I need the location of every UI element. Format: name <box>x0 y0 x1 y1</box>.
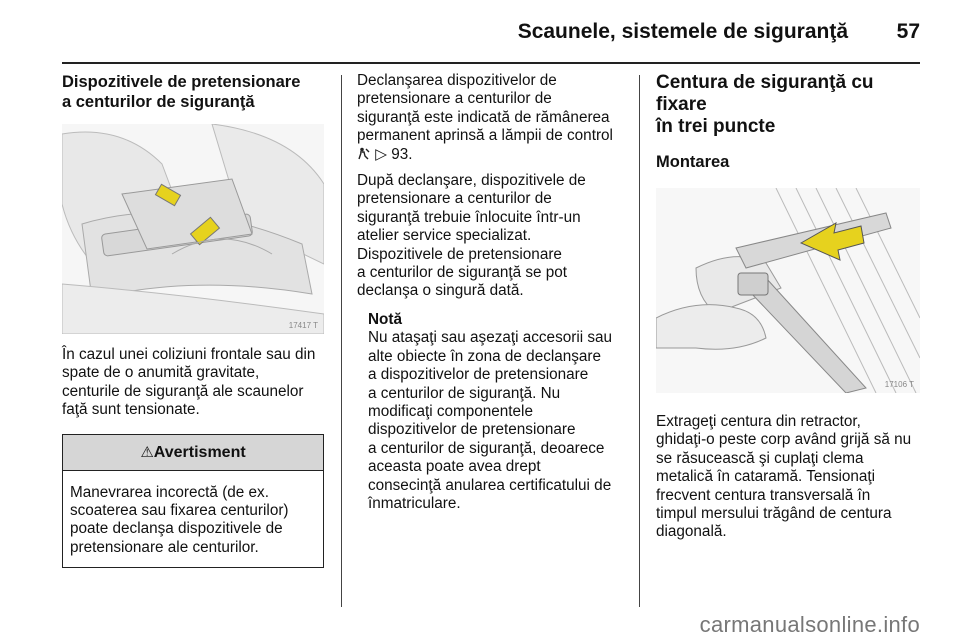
column-1 <box>62 72 324 568</box>
warning-body: Manevrarea incorectă (de ex. scoaterea sau fixarea centurilor) poate declanşa dispozitivele de pretensionare ale centurilor. <box>70 483 289 556</box>
fastening-illustration <box>656 188 920 393</box>
replacement-paragraph: După declanşare, dispozitivele de pretensionare a centurilor de siguranţă trebuie înlocuite într-un atelier service specializat. Dispozitivele de pretensionare a centurilor de siguranţă se pot declanşa o singură dată. <box>357 172 586 300</box>
control-lamp-reference: ▷ 93. <box>357 146 625 164</box>
warning-triangle-icon: ⚠ <box>140 443 154 461</box>
page-title: Scaunele, sistemele de siguranţă <box>517 20 848 43</box>
figure-code: 17417 T <box>288 321 318 330</box>
figure-fastening-belt <box>656 188 920 393</box>
activation-paragraph: Declanşarea dispozitivelor de pretensionare a centurilor de siguranţă este indicată de rămânerea permanent aprinsă a lămpii de control ▷ 93. <box>357 72 625 164</box>
note-title: Notă <box>368 310 402 328</box>
section-heading-three-point-belt: Centura de siguranţă cu fixare în trei puncte <box>656 72 874 137</box>
page-number: 57 <box>896 20 920 43</box>
figure-seat-belt-buckles <box>62 124 324 334</box>
watermark: carmanualsonline.info <box>699 612 920 637</box>
warning-header: ⚠Avertisment <box>63 435 323 471</box>
warning-box <box>62 434 324 569</box>
page-header <box>62 0 920 64</box>
airbag-warning-lamp-icon <box>357 147 371 161</box>
pretensioner-description: În cazul unei coliziuni frontale sau din spate de o anumită gravitate, centurile de siguranţă ale scaunelor faţă sunt tensionate. <box>62 346 316 419</box>
note-block: Notă Nu ataşaţi sau aşezaţi accesorii sau alte obiecte în zona de declanşare a dispozitivelor de pretensionare a centurilor de siguranţă. Nu modificaţi componentele dispozitivelor de pretensionare a centurilor de siguranţă, deoarece aceasta poate avea drept consecinţă anularea certificatului de înmatriculare. <box>357 311 625 513</box>
column-divider-1 <box>341 75 342 607</box>
section-heading-pretensioners: Dispozitivele de pretensionare a centurilor de siguranţă <box>62 73 301 111</box>
column-divider-2 <box>639 75 640 607</box>
column-3 <box>656 72 922 542</box>
fastening-instructions: Extrageţi centura din retractor, ghidaţi-o peste corp având grijă să nu se răsucească şi cuplaţi clema metalică în cataramă. Tensionaţi frecvent centura transversală în timpul mersului trăgând de centura diagonală. <box>656 413 912 541</box>
page-reference-icon: ▷ <box>375 145 388 163</box>
subheading-fastening: Montarea <box>656 153 730 171</box>
column-2 <box>357 72 625 513</box>
figure-code: 17106 T <box>884 380 914 389</box>
buckle-illustration <box>62 124 324 334</box>
